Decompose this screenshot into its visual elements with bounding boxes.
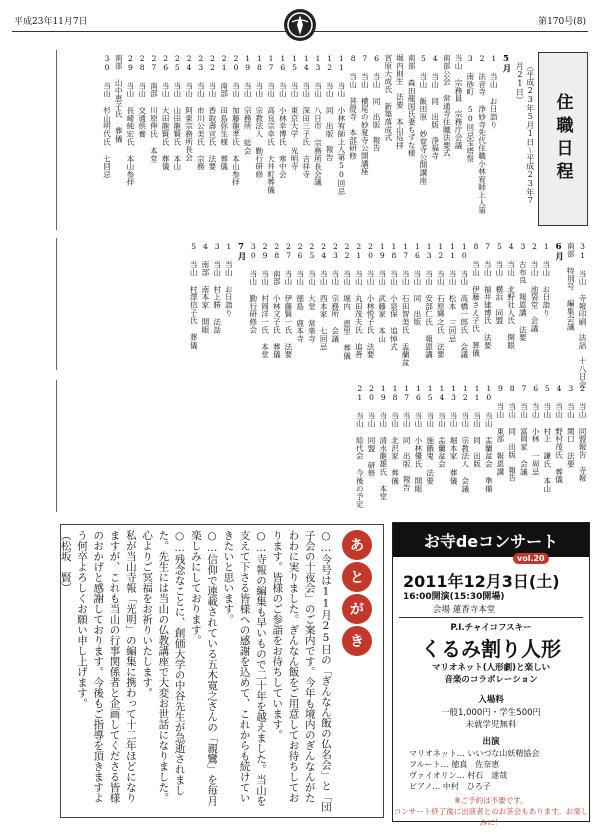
schedule-entry: 10 当山 高橋一郎氏 会議 [459, 242, 469, 359]
page-title: 住職日程 [552, 93, 573, 185]
schedule-entry: 25 当山 大堂 常楽寺 [307, 242, 317, 343]
schedule-entry: 27 当山 伊藤賢一氏 法要 [283, 242, 293, 359]
schedule-entry: 28 南部 小林文子氏 葬儀 [272, 242, 282, 359]
afterword-paragraph: ○…残念なことに、創価大学の中谷先生が急逝されました。先生には当山の仏教講座で大変お世話になりました。心よりご冥福をお祈りいたします。 [141, 530, 186, 803]
schedule-entry: 12 当山 同 出版 報告 [325, 54, 335, 161]
issue-date: 平成23年11月7日 [14, 17, 88, 27]
schedule-entry: 18 当山 北沢家 葬儀 [390, 384, 400, 485]
afterword-paragraph: ○…寺報の編集も早いもので二十年を越えました。当山を支えて下さる皆様への感謝を込めて、これからも続けていきたいと思います。 [222, 530, 267, 806]
concert-composer: P.I.チャイコフスキー [450, 623, 532, 633]
schedule-entry: 5 当山 横浜 同盟 [494, 242, 504, 325]
schedule-entry: 20 当山 小林悦子氏 法要 [366, 242, 376, 359]
schedule-entry: 17 当山 同 出版 報告 [402, 384, 412, 491]
afterword-paragraph: ○…今号は11月25日の「ぎんなん飯の仏名会」と「団子会の十夜会」のご案内です。今年も境内のぎんなんがたわわに実りました。ぎんなん飯をご用意してお待ちしております。皆様のご参詣をお待ちしています。 [271, 530, 332, 812]
ad-divider [399, 617, 583, 618]
schedule-entry: 29 当山 長崎純宏氏 本山参拝 [125, 54, 135, 186]
performer-line: ピアノ… 中村 ひろ子 [409, 782, 491, 791]
schedule-columns [57, 242, 588, 388]
afterword-paragraph: ○…信仰で連載されている五木寛之さんの「親鸞」を毎月楽しみにしております。 [189, 530, 219, 806]
schedule-entry: 13 当山 堀本家 葬儀 [449, 384, 459, 485]
concert-venue: 会場 蓮香寺本堂 [433, 605, 496, 615]
schedule-entry: 23 当山 宗務所 会議 [330, 242, 340, 343]
afterword-text [59, 530, 334, 812]
performers-heading: 出演 [482, 737, 500, 747]
schedule-entry: 7 当山 富岡家 会議 [519, 384, 529, 476]
schedule-entry: 18 当山 宗教法人 勤行研修 [254, 54, 264, 178]
schedule-entry: 8 当山 伊藤さえ子氏 葬儀 [471, 242, 481, 357]
schedule-entry: 4 当山 同 出版 浄福寺 [430, 54, 440, 160]
schedule-entry: 21 当山 総代会 今後の予定 [355, 384, 365, 508]
schedule-entry: 31 当山 寺報印刷 法話 十八日会 [578, 242, 587, 388]
schedule-entry: 25 当山 山田龍賢氏 本山 [172, 54, 182, 171]
schedule-entry: 21 南部 田島弥生様 葬儀 [219, 54, 229, 171]
schedule-title-box [538, 52, 588, 226]
schedule-entry: 29 当山 村岡洋一氏 本堂 [260, 242, 270, 359]
schedule-entry: 17 当山 石田智美氏 盂蘭盆 [401, 242, 411, 366]
schedule-entry: 堀内則生 法要 本山巡拝 [395, 54, 405, 149]
schedule-month-heading: 7月 [236, 242, 247, 261]
schedule-entry: 10 当山 盂蘭盆会 準備 [484, 384, 494, 493]
schedule-entry: 2 当山 池袋堂 会議 [530, 242, 540, 332]
issue-number: 第170号(8) [538, 17, 586, 27]
performer-line: フルート… 徳真 佐奈恵 [409, 760, 500, 769]
schedule-entry: 16 当山 小林優氏 開眼 [413, 384, 423, 493]
schedule-entry: 16 当山 小林幸博氏 寒中会 [278, 54, 288, 178]
schedule-entry: 4 当山 野村茂氏 葬儀 [554, 384, 564, 484]
schedule-entry: 9 当山 東部 報恩講 [495, 384, 505, 476]
schedule-entry: 12 当山 石原輝之氏 法要 [436, 242, 446, 359]
schedule-month-heading: 6月 [553, 242, 564, 261]
schedule-entry: 7 当山 横尾の妙覚寺公開講座 [360, 54, 370, 176]
schedule-month-heading: 5月 [501, 54, 511, 73]
concert-description: マリオネット(人形劇)と楽しい [431, 663, 551, 673]
schedule-entry: 1 当山 お日詣り [224, 242, 234, 317]
schedule-entry: 14 当山 深田三子氏 吉祥寺 [301, 54, 311, 178]
schedule-entry: 11 当山 同 出版 [472, 384, 482, 468]
schedule-entry: 3 古布良 報恩講 法要 [518, 242, 528, 342]
afterword-title-char: と [342, 562, 372, 592]
performer-line: ヴァイオリン… 村石 達哉 [409, 771, 508, 780]
concert-program-title: くるみ割り人形 [421, 637, 561, 661]
schedule-entry: 11 当山 松本 三回忌 [448, 242, 458, 343]
schedule-entry: 23 当山 市川公美氏 宗務 [196, 54, 206, 171]
schedule-entry: 22 当山 香取壽宣氏 法要 [207, 54, 217, 171]
afterword-paragraph: 私が当山寺報「光明」の編集に携わって十二年ほどになりますが、これも当山の行事関係者と企画してくださる皆様のおかげと感謝しております。今後もご指導を頂きますよう何卒よろしくお願い申し上げます。 [76, 530, 137, 803]
schedule-entry: 1 当山 お日詣り [541, 242, 551, 317]
schedule-entry: 19 当山 武藤家 本山 [377, 242, 387, 343]
schedule-entry: 南部 特別号 編集会議 [566, 242, 576, 331]
schedule-entry: 16 当山 同 出版 [412, 242, 422, 326]
schedule-band-top [56, 50, 512, 230]
schedule-entry: 2 法音寺 浄妙寺先代住職小林宥師上人第 [477, 54, 487, 215]
concert-time: 16:00開演(15:30開場) [403, 592, 505, 602]
schedule-entry: 13 当山 八日市 宗務所長会議 [313, 54, 323, 186]
schedule-entry: 6 当山 同 出版 報告 [372, 54, 382, 152]
schedule-entry: 21 当山 丸田茂夫氏 追善 [354, 242, 364, 359]
schedule-entry: 26 当山 徳島 鹿本寺 [295, 242, 305, 343]
schedule-entry: 4 当山 北野社人氏 開眼 [506, 242, 516, 349]
schedule-entry: 13 当山 安部仁氏 報恩講 [424, 242, 434, 359]
schedule-entry: 20 当山 同盟 研修 [367, 384, 377, 477]
schedule-period: （平成23年5月1日〜平成23年7月21日） [515, 62, 535, 205]
afterword-title [338, 530, 376, 662]
schedule-entry: 30 当山 杉山明代氏 七回忌 [102, 54, 112, 178]
schedule-entry: 27 南部 川原伸氏 本堂 [149, 54, 159, 163]
concert-volume-badge: vol.20 [513, 553, 549, 564]
schedule-entry: 28 当山 交通供養 [137, 54, 147, 138]
tea-party-note: コンサート終了後に出演者とのお茶会もあります。お楽しみに！ [393, 807, 589, 827]
schedule-entry: 1 当山 お日詣り [489, 54, 499, 129]
schedule-entry: 14 当山 盂蘭盆会 [437, 384, 447, 468]
schedule-entry: 20 当山 加藤龍孝氏 本山参拝 [231, 54, 241, 186]
schedule-entry: 3 当山 村上勝 法話 [212, 242, 222, 334]
schedule-entry: 11 当山 小林宥師上人第50回忌 [336, 54, 346, 195]
concert-description: 音楽のコラボレーション [444, 675, 538, 685]
schedule-entry: 7 当山 福井建博氏 法要 [483, 242, 493, 349]
schedule-entry: 24 当山 西本家 七回忌 [319, 242, 329, 351]
schedule-entry: 5 当山 村澤信子氏 葬儀 [189, 242, 199, 349]
schedule-band-bottom [56, 380, 588, 512]
schedule-entry: 南部 森田龍国氏妻ちずな様 [407, 54, 417, 157]
fee-heading: 入場料 [478, 695, 504, 705]
schedule-entry: 6 当山 小林 一周忌 [531, 384, 541, 476]
schedule-entry: 5 当山 飯田原 妙覚寺公開講座 [418, 54, 428, 185]
concert-title: お寺deコンサート [393, 523, 589, 557]
afterword-signature: （松坂 賢） [59, 530, 72, 593]
schedule-entry: 12 当山 宗教法人 会議 [460, 384, 470, 493]
schedule-entry: 4 南部 南本家 開眼 [200, 242, 210, 334]
schedule-entry: 3 当山 関口 法要 [566, 384, 576, 468]
schedule-entry: 15 当山 施餓鬼 法要 [425, 384, 435, 485]
schedule-entry: 30 当山 勤行研修会 [248, 242, 258, 334]
afterword-title-char: き [342, 626, 372, 656]
fee-line: 一般1,000円・学生500円 [440, 708, 542, 718]
schedule-entry: 19 当山 宗務所 総会 [243, 54, 253, 155]
schedule-entry: 8 当山 菩提寺 本部研修 [348, 54, 358, 160]
schedule-entry: 8 当山 同 出版 報告 [507, 384, 517, 482]
schedule-columns [57, 54, 512, 226]
schedule-entry: 19 当山 清水龍雄氏 本堂 [378, 384, 388, 501]
schedule-entry: 当山 宗務員 宗務庁会議 [454, 54, 464, 149]
reservation-note: ※ご予約は不要です。 [454, 796, 528, 805]
schedule-entry: 26 当山 大田龍賢氏 葬儀 [161, 54, 171, 171]
schedule-entry: 3 南砂町 50回忌宝塔祭 [465, 54, 475, 163]
concert-date: 2011年12月3日(土) [403, 572, 560, 591]
schedule-entry: 宮原大成氏 新築落成式 [383, 54, 393, 142]
schedule-columns [57, 384, 588, 508]
afterword-title-char: あ [342, 530, 372, 560]
afterword-title-char: が [342, 594, 372, 624]
schedule-entry: 24 当山 阿東宗務所長会 [184, 54, 194, 161]
schedule-entry: 5 当山 村上 謙氏 本山 [542, 384, 552, 493]
concert-ad [392, 522, 590, 827]
fee-line: 未就学児無料 [465, 720, 517, 730]
schedule-entry: 南部 山中恵子氏 葬儀 [114, 54, 124, 143]
performer-line: マリオネット… いいづな山妖精協会 [409, 749, 540, 758]
temple-crest-icon [283, 8, 317, 42]
schedule-entry: 南部公会 常通寺住職法要式 [442, 54, 452, 157]
schedule-entry: 15 当山 東京大学 光明寺 [290, 54, 300, 171]
schedule-entry: 2 当山 同盟報告 寺報 [578, 384, 587, 482]
schedule-band-middle [56, 238, 588, 388]
schedule-entry: 17 当山 高良宗幸氏 大井町葬儀 [266, 54, 276, 194]
schedule-entry: 18 当山 小泉保 追悼式 [389, 242, 399, 351]
schedule-entry: 22 当山 堀内 恵里 葬儀 [342, 242, 352, 360]
